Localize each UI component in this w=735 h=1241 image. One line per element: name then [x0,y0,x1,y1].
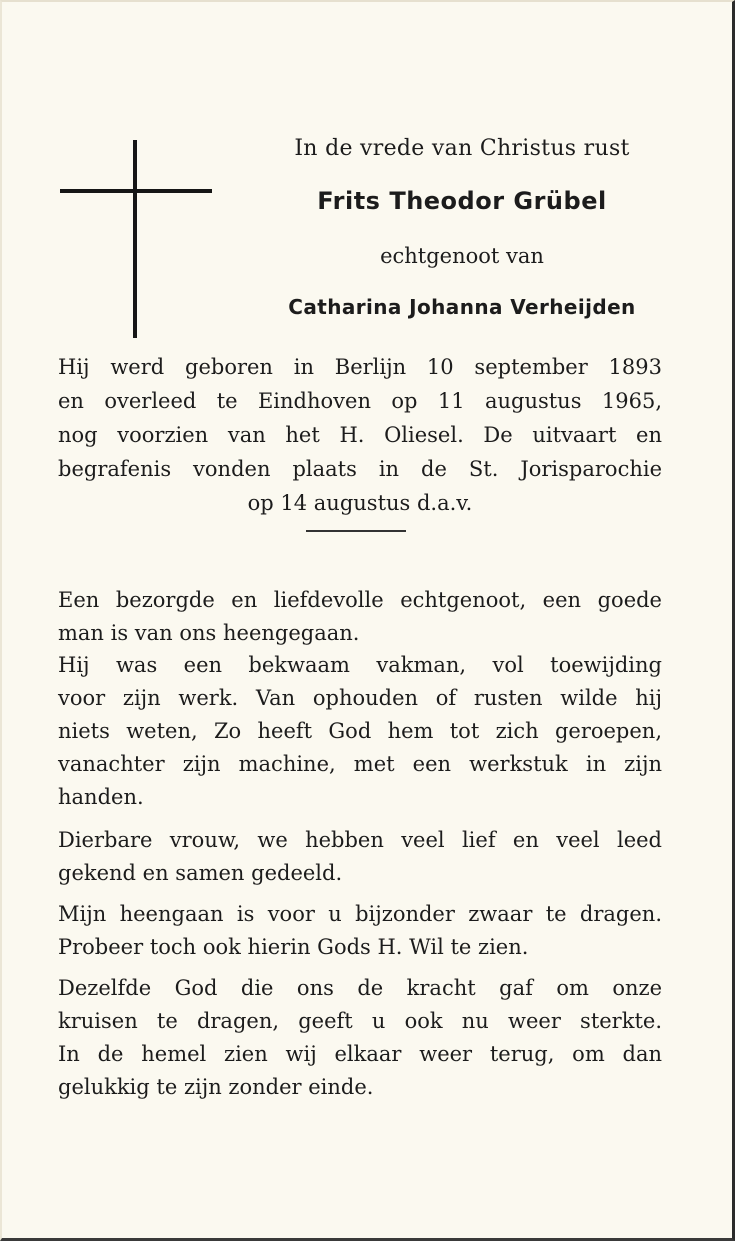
poem-line: kruisen te dragen, geeft u ook nu weer sterkte. [58,1009,662,1033]
bio-line: nog voorzien van het H. Oliesel. De uitvaart en [58,423,662,447]
poem-line: voor zijn werk. Van ophouden of rusten wilde hij [58,686,662,710]
poem-line: gekend en samen gedeeld. [58,861,343,885]
divider-rule [306,530,406,532]
poem-line: Dierbare vrouw, we hebben veel lief en veel leed [58,828,662,852]
poem-paragraph-2 [58,649,662,814]
spouse-of-label: echtgenoot van [380,244,544,268]
poem-paragraph-3 [58,824,662,890]
poem-line: Hij was een bekwaam vakman, vol toewijding [58,653,662,677]
poem-line: In de hemel zien wij elkaar weer terug, om dan [58,1042,662,1066]
bio-line: Hij werd geboren in Berlijn 10 september 1893 [58,355,662,379]
poem-paragraph-5 [58,972,662,1104]
poem-line: Probeer toch ook hierin Gods H. Wil te zien. [58,935,529,959]
deceased-name: Frits Theodor Grübel [317,187,607,215]
bio-line: op 14 augustus d.a.v. [247,491,473,515]
poem-line: Een bezorgde en liefdevolle echtgenoot, een goede [58,588,662,612]
cross-horizontal-bar [60,189,212,193]
poem-paragraph-1 [58,584,662,650]
bio-line: begrafenis vonden plaats in de St. Jorisparochie [58,457,662,481]
poem-line: vanachter zijn machine, met een werkstuk in zijn [58,752,662,776]
spouse-name: Catharina Johanna Verheijden [288,295,636,319]
poem-paragraph-4 [58,898,662,964]
poem-line: handen. [58,785,144,809]
poem-line: gelukkig te zijn zonder einde. [58,1075,374,1099]
poem-line: Dezelfde God die ons de kracht gaf om onze [58,976,662,1000]
biography [58,350,662,520]
poem-line: niets weten, Zo heeft God hem tot zich geroepen, [58,719,662,743]
cross-vertical-bar [133,140,137,338]
bio-line: en overleed te Eindhoven op 11 augustus 1965, [58,389,662,413]
poem-line: Mijn heengaan is voor u bijzonder zwaar te dragen. [58,902,662,926]
poem-line: man is van ons heengegaan. [58,621,360,645]
peace-line: In de vrede van Christus rust [294,136,630,161]
